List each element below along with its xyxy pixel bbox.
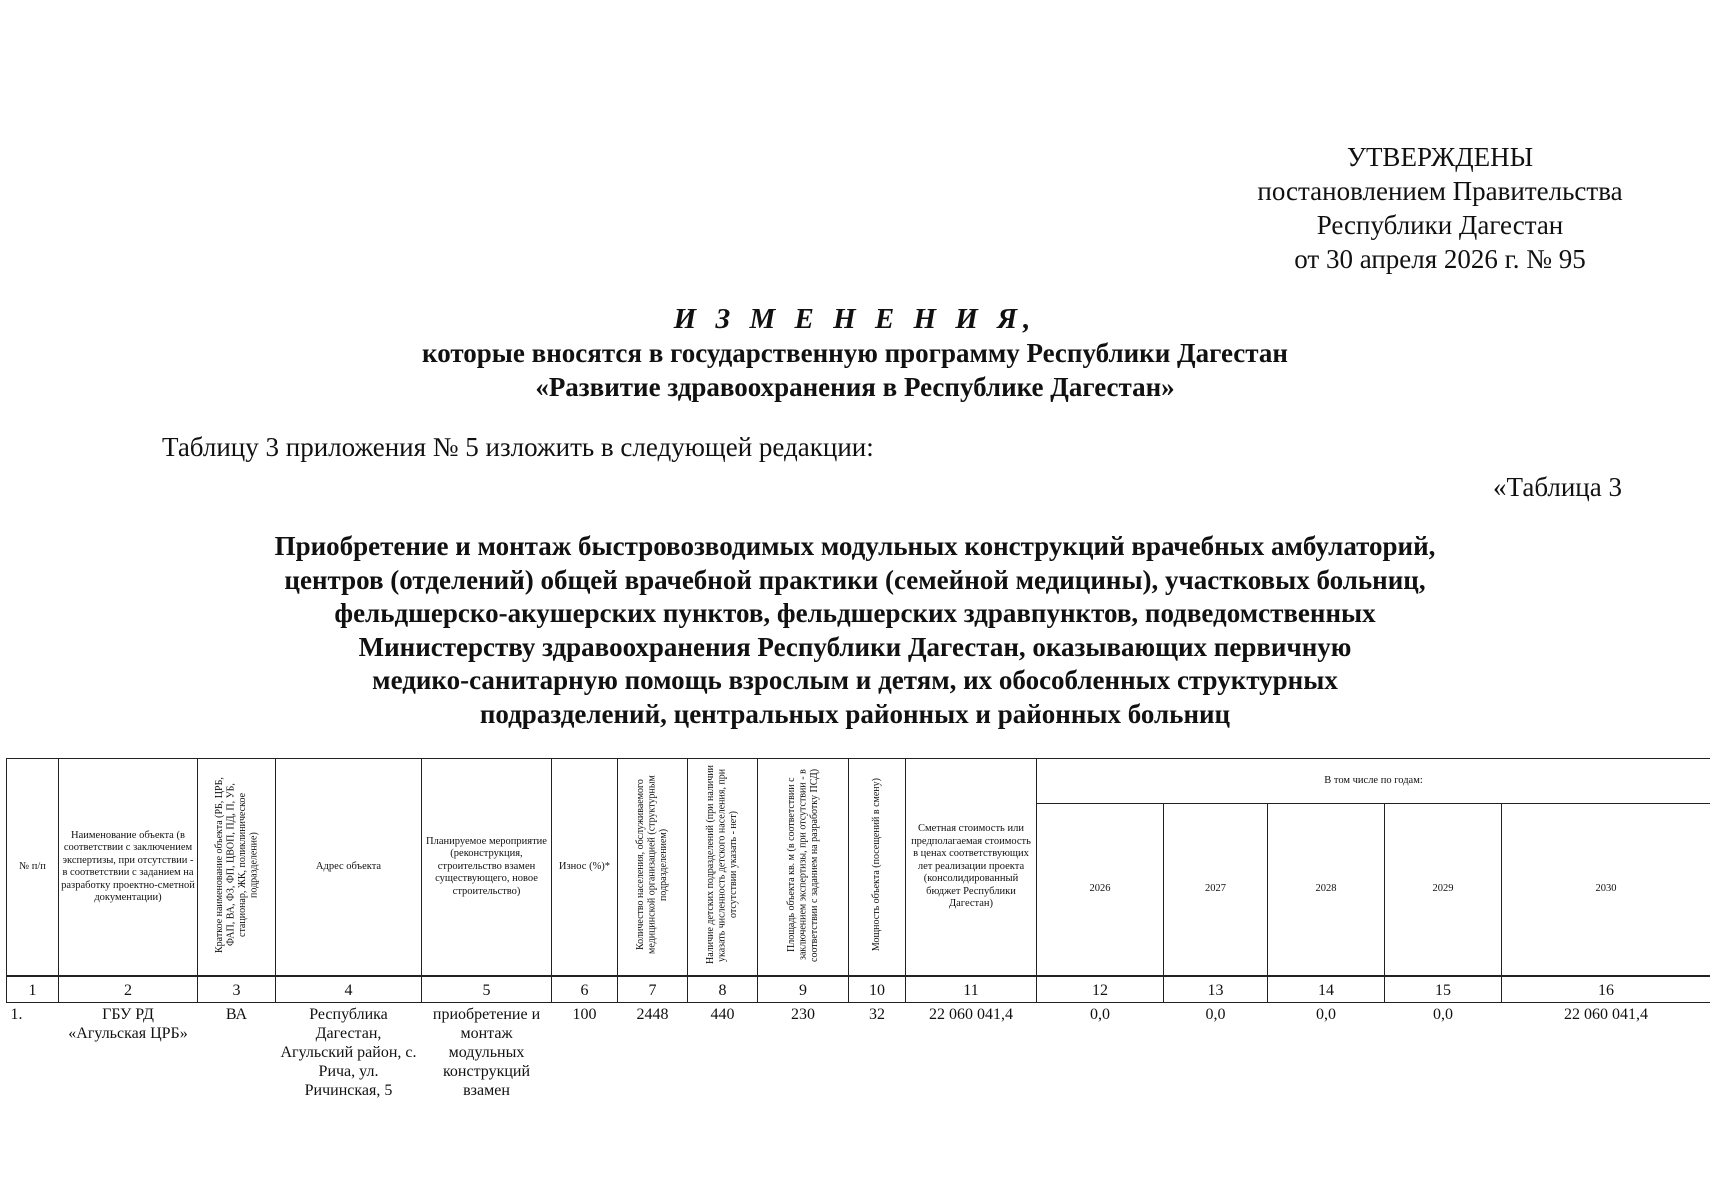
cell-children: 440 xyxy=(710,1006,735,1023)
table-row xyxy=(7,1003,1710,1103)
table-title-line-2: центров (отделений) общей врачебной практики (семейной медицины), участковых больниц, xyxy=(284,564,1426,595)
column-number: 11 xyxy=(906,976,1037,1003)
header-num: № п/п xyxy=(7,759,59,977)
column-number: 12 xyxy=(1037,976,1164,1003)
cell-cost: 22 060 041,4 xyxy=(929,1006,1013,1023)
approval-line-4: от 30 апреля 2026 г. № 95 xyxy=(1294,244,1586,274)
column-number: 16 xyxy=(1502,976,1710,1003)
header-year-2028: 2028 xyxy=(1268,804,1385,977)
column-number: 10 xyxy=(849,976,906,1003)
cell-num: 1. xyxy=(10,1006,23,1023)
header-capacity-text: Мощность объекта (посещений в смену) xyxy=(871,778,883,952)
approval-line-1: УТВЕРЖДЕНЫ xyxy=(1346,142,1534,172)
cell-short: ВА xyxy=(225,1006,248,1023)
cell-2029: 0,0 xyxy=(1433,1006,1453,1023)
column-number: 8 xyxy=(688,976,758,1003)
column-number: 5 xyxy=(422,976,552,1003)
table-title-line-4: Министерству здравоохранения Республики Дагестан, оказывающих первичную xyxy=(358,631,1352,662)
column-number: 4 xyxy=(276,976,422,1003)
column-number: 2 xyxy=(59,976,198,1003)
header-year-2029: 2029 xyxy=(1385,804,1502,977)
table-title-line-1: Приобретение и монтаж быстровозводимых модульных конструкций врачебных амбулаторий, xyxy=(274,531,1436,561)
table-title-line-5: медико-санитарную помощь взрослым и детям, их обособленных структурных xyxy=(372,665,1338,695)
column-number: 3 xyxy=(198,976,276,1003)
table-title-line-3: фельдшерско-акушерских пунктов, фельдшерских здравпунктов, подведомственных xyxy=(334,598,1376,628)
cell-area: 230 xyxy=(791,1006,815,1023)
header-population xyxy=(618,759,688,977)
heading-line-2: которые вносятся в государственную программу Республики Дагестан xyxy=(422,338,1288,368)
header-years-group: В том числе по годам: xyxy=(1037,759,1710,804)
header-cost: Сметная стоимость или предполагаемая стоимость в ценах соответствующих лет реализации проекта (консолидированный бюджет Республики Дагестан) xyxy=(906,759,1037,977)
column-number: 1 xyxy=(7,976,59,1003)
header-measure: Планируемое мероприятие (реконструкция, строительство взамен существующего, новое строительство) xyxy=(422,759,552,977)
objects-table xyxy=(6,758,1710,1102)
heading-line-3: «Развитие здравоохранения в Республике Дагестан» xyxy=(535,372,1175,402)
approval-line-3: Республики Дагестан xyxy=(1316,210,1564,240)
cell-2027: 0,0 xyxy=(1205,1006,1226,1023)
table-label: «Таблица 3 xyxy=(1493,472,1622,502)
approval-line-2: постановлением Правительства xyxy=(1257,176,1623,206)
header-year-2027: 2027 xyxy=(1164,804,1268,977)
cell-wear: 100 xyxy=(572,1006,597,1023)
table-title-line-6: подразделений, центральных районных и районных больниц xyxy=(479,698,1231,729)
cell-name: ГБУ РД «Агульская ЦРБ» xyxy=(68,1006,188,1042)
header-address: Адрес объекта xyxy=(276,759,422,977)
column-number: 9 xyxy=(758,976,849,1003)
header-wear: Износ (%)* xyxy=(552,759,618,977)
cell-2028: 0,0 xyxy=(1316,1006,1336,1023)
header-name: Наименование объекта (в соответствии с заключением экспертизы, при отсутствии - в соответствии с заданием на разработку проектно-сметной документации) xyxy=(59,759,198,977)
cell-capacity: 32 xyxy=(869,1006,885,1023)
cell-population: 2448 xyxy=(636,1006,669,1023)
header-area xyxy=(758,759,849,977)
cell-2026: 0,0 xyxy=(1090,1006,1110,1023)
column-number: 6 xyxy=(552,976,618,1003)
table-title xyxy=(180,530,1530,731)
header-year-2030: 2030 xyxy=(1502,804,1710,977)
header-capacity xyxy=(849,759,906,977)
header-area-text: Площадь объекта кв. м (в соответствии с заключением экспертизы, при отсутствии - в соответствии с заданием на разработку ПСД) xyxy=(785,768,820,962)
cell-address: Республика Дагестан, Агульский район, с. Рича, ул. Ричинская, 5 xyxy=(280,1006,417,1099)
cell-measure: приобретение и монтаж модульных конструкций взамен xyxy=(432,1006,541,1099)
document-heading xyxy=(0,302,1710,404)
cell-2030: 22 060 041,4 xyxy=(1564,1006,1649,1023)
header-population-text: Количество населения, обслуживаемого медицинской организацией (структурным подразделением) xyxy=(635,775,670,955)
approval-stamp xyxy=(1200,140,1680,276)
header-children xyxy=(688,759,758,977)
column-number: 15 xyxy=(1385,976,1502,1003)
header-year-2026: 2026 xyxy=(1037,804,1164,977)
column-number: 7 xyxy=(618,976,688,1003)
column-number: 13 xyxy=(1164,976,1268,1003)
column-number-row xyxy=(7,976,1710,1003)
instruction-text: Таблицу 3 приложения № 5 изложить в следующей редакции: xyxy=(162,432,874,462)
document-title: И З М Е Н Е Н И Я, xyxy=(673,303,1037,335)
header-short xyxy=(198,759,276,977)
column-number: 14 xyxy=(1268,976,1385,1003)
header-short-text: Краткое наименование объекта (РБ, ЦРБ, ФАП, ВА, ФЗ, ФП, ЦВОП, ПД, П, УБ, стационар, ЖК, поликлиническое подразделение) xyxy=(213,776,259,953)
header-children-text: Наличие детских подразделений (при наличии указать численность детского населения, при отсутствии указать - нет) xyxy=(705,765,740,965)
